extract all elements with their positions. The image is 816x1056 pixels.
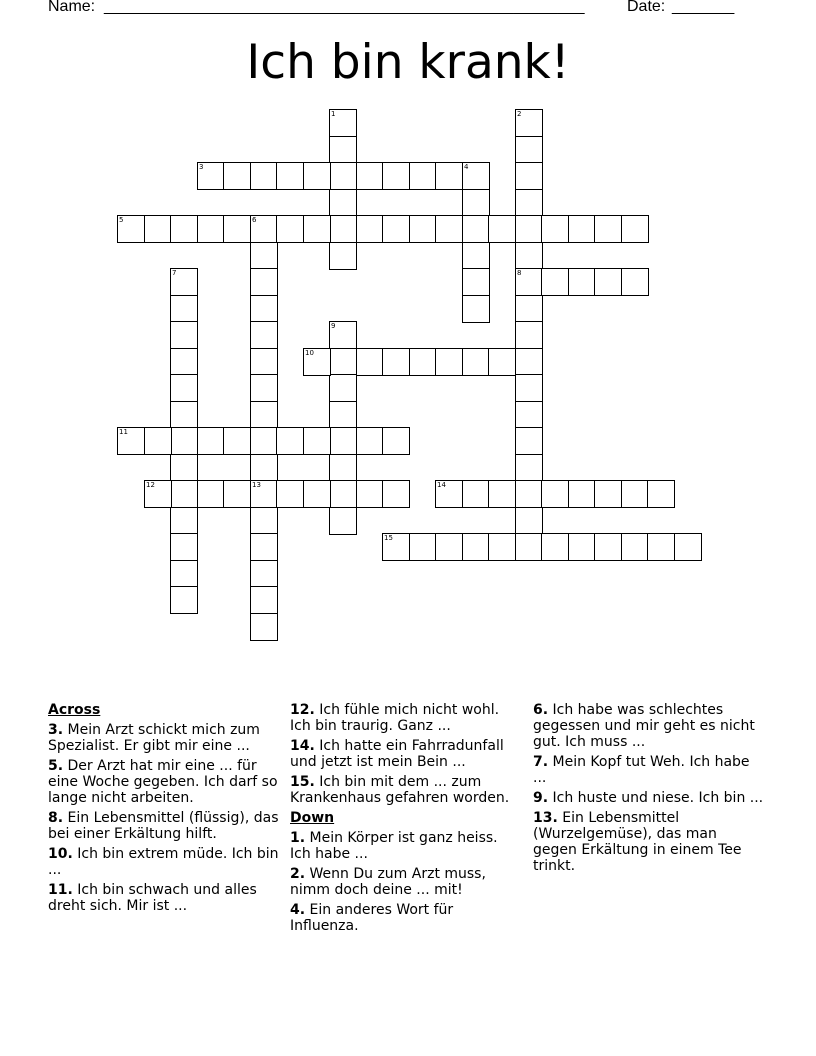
crossword-cell[interactable] bbox=[621, 215, 649, 243]
crossword-cell[interactable] bbox=[250, 560, 278, 588]
clue-text: Mein Arzt schickt mich zum Spezialist. Er gibt mir eine ... bbox=[48, 722, 260, 754]
crossword-cell[interactable] bbox=[170, 321, 198, 349]
crossword-cell[interactable] bbox=[515, 162, 543, 190]
crossword-cell[interactable] bbox=[515, 374, 543, 402]
crossword-cell[interactable] bbox=[223, 480, 251, 508]
crossword-cell[interactable] bbox=[409, 215, 437, 243]
clue-number: 14. bbox=[290, 738, 315, 754]
crossword-cell[interactable] bbox=[515, 136, 543, 164]
crossword-cell[interactable] bbox=[462, 162, 490, 190]
down-clue bbox=[533, 810, 765, 874]
crossword-cell[interactable] bbox=[250, 162, 278, 190]
name-blank-line: ______________________________________________________ bbox=[104, 0, 585, 15]
crossword-cell[interactable] bbox=[303, 215, 331, 243]
down-clue bbox=[533, 754, 765, 786]
crossword-cell[interactable] bbox=[568, 533, 596, 561]
crossword-cell[interactable] bbox=[250, 401, 278, 429]
across-clue bbox=[48, 846, 280, 878]
crossword-cell[interactable] bbox=[170, 427, 198, 455]
clues-column-1 bbox=[48, 702, 280, 918]
crossword-cell[interactable] bbox=[329, 162, 357, 190]
date-label: Date: bbox=[627, 0, 666, 15]
cell-number: 8 bbox=[517, 269, 522, 277]
clue-number: 7. bbox=[533, 754, 549, 770]
crossword-cell[interactable] bbox=[647, 480, 675, 508]
crossword-cell[interactable] bbox=[250, 321, 278, 349]
crossword-cell[interactable] bbox=[462, 242, 490, 270]
crossword-cell[interactable] bbox=[144, 427, 172, 455]
crossword-cell[interactable] bbox=[329, 136, 357, 164]
crossword-cell[interactable] bbox=[382, 162, 410, 190]
crossword-cell[interactable] bbox=[435, 480, 463, 508]
crossword-cell[interactable] bbox=[621, 268, 649, 296]
crossword-cell[interactable] bbox=[197, 480, 225, 508]
cell-number: 6 bbox=[252, 216, 257, 224]
clue-text: Ich fühle mich nicht wohl. Ich bin traurig. Ganz ... bbox=[290, 702, 500, 734]
across-clue bbox=[48, 722, 280, 754]
crossword-cell[interactable] bbox=[329, 401, 357, 429]
crossword-cell[interactable] bbox=[276, 480, 304, 508]
crossword-cell[interactable] bbox=[541, 533, 569, 561]
crossword-cell[interactable] bbox=[515, 348, 543, 376]
crossword-cell[interactable] bbox=[541, 215, 569, 243]
crossword-cell[interactable] bbox=[329, 480, 357, 508]
crossword-cell[interactable] bbox=[250, 215, 278, 243]
crossword-cell[interactable] bbox=[303, 348, 331, 376]
crossword-cell[interactable] bbox=[382, 215, 410, 243]
crossword-cell[interactable] bbox=[594, 533, 622, 561]
crossword-cell[interactable] bbox=[356, 480, 384, 508]
crossword-cell[interactable] bbox=[250, 533, 278, 561]
clue-text: Ich hatte ein Fahrradunfall und jetzt ist mein Bein ... bbox=[290, 738, 504, 770]
cell-number: 15 bbox=[384, 534, 393, 542]
crossword-cell[interactable] bbox=[329, 321, 357, 349]
clue-text: Ich bin extrem müde. Ich bin ... bbox=[48, 846, 279, 878]
cell-number: 1 bbox=[331, 110, 336, 118]
name-label: Name: bbox=[48, 0, 96, 15]
across-clue bbox=[290, 702, 522, 734]
crossword-cell[interactable] bbox=[409, 348, 437, 376]
crossword-cell[interactable] bbox=[329, 109, 357, 137]
down-clue bbox=[290, 866, 522, 898]
cell-number: 5 bbox=[119, 216, 124, 224]
crossword-cell[interactable] bbox=[594, 268, 622, 296]
cell-number: 9 bbox=[331, 322, 336, 330]
crossword-cell[interactable] bbox=[250, 268, 278, 296]
clues-column-3 bbox=[533, 702, 765, 878]
cell-number: 2 bbox=[517, 110, 522, 118]
clue-number: 5. bbox=[48, 758, 64, 774]
crossword-cell[interactable] bbox=[170, 560, 198, 588]
clue-text: Ich bin schwach und alles dreht sich. Mir ist ... bbox=[48, 882, 257, 914]
clue-number: 11. bbox=[48, 882, 73, 898]
crossword-cell[interactable] bbox=[621, 533, 649, 561]
crossword-cell[interactable] bbox=[674, 533, 702, 561]
crossword-cell[interactable] bbox=[409, 533, 437, 561]
crossword-cell[interactable] bbox=[250, 348, 278, 376]
clue-text: Ich huste und niese. Ich bin ... bbox=[548, 790, 764, 806]
crossword-cell[interactable] bbox=[356, 348, 384, 376]
crossword-cell[interactable] bbox=[488, 480, 516, 508]
crossword-cell[interactable] bbox=[621, 480, 649, 508]
clue-text: Der Arzt hat mir eine ... für eine Woche gegeben. Ich darf so lange nicht arbeiten. bbox=[48, 758, 278, 806]
crossword-cell[interactable] bbox=[462, 295, 490, 323]
crossword-cell[interactable] bbox=[541, 480, 569, 508]
crossword-cell[interactable] bbox=[250, 613, 278, 641]
crossword-cell[interactable] bbox=[170, 401, 198, 429]
crossword-cell[interactable] bbox=[329, 427, 357, 455]
crossword-cell[interactable] bbox=[170, 454, 198, 482]
crossword-cell[interactable] bbox=[488, 215, 516, 243]
crossword-cell[interactable] bbox=[594, 215, 622, 243]
crossword-cell[interactable] bbox=[250, 374, 278, 402]
clue-number: 3. bbox=[48, 722, 64, 738]
crossword-cell[interactable] bbox=[488, 533, 516, 561]
clue-text: Mein Kopf tut Weh. Ich habe ... bbox=[533, 754, 750, 786]
crossword-cell[interactable] bbox=[250, 507, 278, 535]
crossword-cell[interactable] bbox=[170, 215, 198, 243]
crossword-cell[interactable] bbox=[515, 215, 543, 243]
crossword-cell[interactable] bbox=[170, 586, 198, 614]
page-title: Ich bin krank! bbox=[246, 35, 570, 90]
crossword-cell[interactable] bbox=[276, 427, 304, 455]
across-clue bbox=[48, 758, 280, 806]
crossword-cell[interactable] bbox=[170, 533, 198, 561]
date-blank-line: _______ bbox=[672, 0, 735, 15]
crossword-cell[interactable] bbox=[515, 109, 543, 137]
crossword-cell[interactable] bbox=[462, 268, 490, 296]
clue-number: 6. bbox=[533, 702, 549, 718]
crossword-cell[interactable] bbox=[515, 242, 543, 270]
crossword-cell[interactable] bbox=[515, 454, 543, 482]
crossword-cell[interactable] bbox=[356, 427, 384, 455]
cell-number: 3 bbox=[199, 163, 204, 171]
clues-column-2 bbox=[290, 702, 522, 938]
crossword-cell[interactable] bbox=[515, 507, 543, 535]
crossword-cell[interactable] bbox=[462, 348, 490, 376]
crossword-cell[interactable] bbox=[197, 162, 225, 190]
crossword-cell[interactable] bbox=[515, 268, 543, 296]
crossword-cell[interactable] bbox=[488, 348, 516, 376]
crossword-cell[interactable] bbox=[329, 374, 357, 402]
crossword-cell[interactable] bbox=[382, 480, 410, 508]
cell-number: 10 bbox=[305, 349, 314, 357]
crossword-cell[interactable] bbox=[329, 242, 357, 270]
crossword-cell[interactable] bbox=[568, 268, 596, 296]
clue-number: 8. bbox=[48, 810, 64, 826]
across-heading: Across bbox=[48, 702, 101, 718]
crossword-cell[interactable] bbox=[276, 162, 304, 190]
crossword-cell[interactable] bbox=[117, 427, 145, 455]
clue-text: Ein Lebensmittel (Wurzelgemüse), das man gegen Erkältung in einem Tee trinkt. bbox=[533, 810, 742, 874]
crossword-cell[interactable] bbox=[250, 454, 278, 482]
crossword-cell[interactable] bbox=[329, 507, 357, 535]
crossword-cell[interactable] bbox=[435, 533, 463, 561]
crossword-cell[interactable] bbox=[647, 533, 675, 561]
crossword-cell[interactable] bbox=[515, 401, 543, 429]
cell-number: 7 bbox=[172, 269, 177, 277]
crossword-cell[interactable] bbox=[223, 215, 251, 243]
clue-number: 4. bbox=[290, 902, 306, 918]
crossword-cell[interactable] bbox=[435, 348, 463, 376]
crossword-cell[interactable] bbox=[303, 427, 331, 455]
crossword-cell[interactable] bbox=[276, 215, 304, 243]
down-clue bbox=[290, 830, 522, 862]
crossword-cell[interactable] bbox=[594, 480, 622, 508]
crossword-cell[interactable] bbox=[170, 374, 198, 402]
crossword-cell[interactable] bbox=[568, 480, 596, 508]
crossword-cell[interactable] bbox=[223, 427, 251, 455]
crossword-cell[interactable] bbox=[329, 189, 357, 217]
crossword-cell[interactable] bbox=[170, 348, 198, 376]
clue-text: Ich bin mit dem ... zum Krankenhaus gefahren worden. bbox=[290, 774, 510, 806]
crossword-cell[interactable] bbox=[515, 189, 543, 217]
crossword-cell[interactable] bbox=[462, 480, 490, 508]
cell-number: 13 bbox=[252, 481, 261, 489]
crossword-cell[interactable] bbox=[356, 162, 384, 190]
cell-number: 12 bbox=[146, 481, 155, 489]
clue-number: 1. bbox=[290, 830, 306, 846]
clue-text: Ich habe was schlechtes gegessen und mir geht es nicht gut. Ich muss ... bbox=[533, 702, 755, 750]
crossword-cell[interactable] bbox=[541, 268, 569, 296]
crossword-cell[interactable] bbox=[515, 321, 543, 349]
crossword-cell[interactable] bbox=[170, 268, 198, 296]
crossword-cell[interactable] bbox=[435, 162, 463, 190]
crossword-cell[interactable] bbox=[250, 295, 278, 323]
crossword-cell[interactable] bbox=[515, 533, 543, 561]
crossword-cell[interactable] bbox=[117, 215, 145, 243]
crossword-cell[interactable] bbox=[515, 295, 543, 323]
crossword-cell[interactable] bbox=[435, 215, 463, 243]
crossword-cell[interactable] bbox=[250, 480, 278, 508]
down-clue bbox=[290, 902, 522, 934]
crossword-cell[interactable] bbox=[462, 533, 490, 561]
crossword-cell[interactable] bbox=[223, 162, 251, 190]
crossword-cell[interactable] bbox=[250, 242, 278, 270]
crossword-cell[interactable] bbox=[170, 295, 198, 323]
across-clue bbox=[290, 738, 522, 770]
crossword-cell[interactable] bbox=[462, 215, 490, 243]
clue-number: 13. bbox=[533, 810, 558, 826]
down-clue bbox=[533, 790, 765, 806]
across-clue bbox=[290, 774, 522, 806]
crossword-cell[interactable] bbox=[250, 427, 278, 455]
cell-number: 4 bbox=[464, 163, 469, 171]
crossword-cell[interactable] bbox=[329, 215, 357, 243]
clue-text: Ein anderes Wort für Influenza. bbox=[290, 902, 454, 934]
clue-number: 12. bbox=[290, 702, 315, 718]
cell-number: 11 bbox=[119, 428, 128, 436]
cell-number: 14 bbox=[437, 481, 446, 489]
crossword-cell[interactable] bbox=[382, 533, 410, 561]
crossword-cell[interactable] bbox=[382, 348, 410, 376]
clue-text: Ein Lebensmittel (flüssig), das bei einer Erkältung hilft. bbox=[48, 810, 279, 842]
crossword-cell[interactable] bbox=[197, 427, 225, 455]
crossword-cell[interactable] bbox=[170, 507, 198, 535]
down-heading: Down bbox=[290, 810, 335, 826]
clue-number: 9. bbox=[533, 790, 549, 806]
across-clue bbox=[48, 882, 280, 914]
crossword-cell[interactable] bbox=[356, 215, 384, 243]
clue-number: 10. bbox=[48, 846, 73, 862]
crossword-cell[interactable] bbox=[303, 480, 331, 508]
across-clue bbox=[48, 810, 280, 842]
crossword-cell[interactable] bbox=[515, 427, 543, 455]
down-clue bbox=[533, 702, 765, 750]
crossword-cell[interactable] bbox=[329, 454, 357, 482]
crossword-cell[interactable] bbox=[515, 480, 543, 508]
clue-text: Wenn Du zum Arzt muss, nimm doch deine ... mit! bbox=[290, 866, 486, 898]
crossword-cell[interactable] bbox=[409, 162, 437, 190]
clue-text: Mein Körper ist ganz heiss. Ich habe ... bbox=[290, 830, 498, 862]
crossword-cell[interactable] bbox=[303, 162, 331, 190]
clue-number: 15. bbox=[290, 774, 315, 790]
crossword-cell[interactable] bbox=[462, 189, 490, 217]
crossword-cell[interactable] bbox=[250, 586, 278, 614]
crossword-cell[interactable] bbox=[568, 215, 596, 243]
crossword-cell[interactable] bbox=[382, 427, 410, 455]
crossword-cell[interactable] bbox=[329, 348, 357, 376]
crossword-cell[interactable] bbox=[170, 480, 198, 508]
crossword-cell[interactable] bbox=[197, 215, 225, 243]
crossword-cell[interactable] bbox=[144, 480, 172, 508]
clue-number: 2. bbox=[290, 866, 306, 882]
crossword-cell[interactable] bbox=[144, 215, 172, 243]
